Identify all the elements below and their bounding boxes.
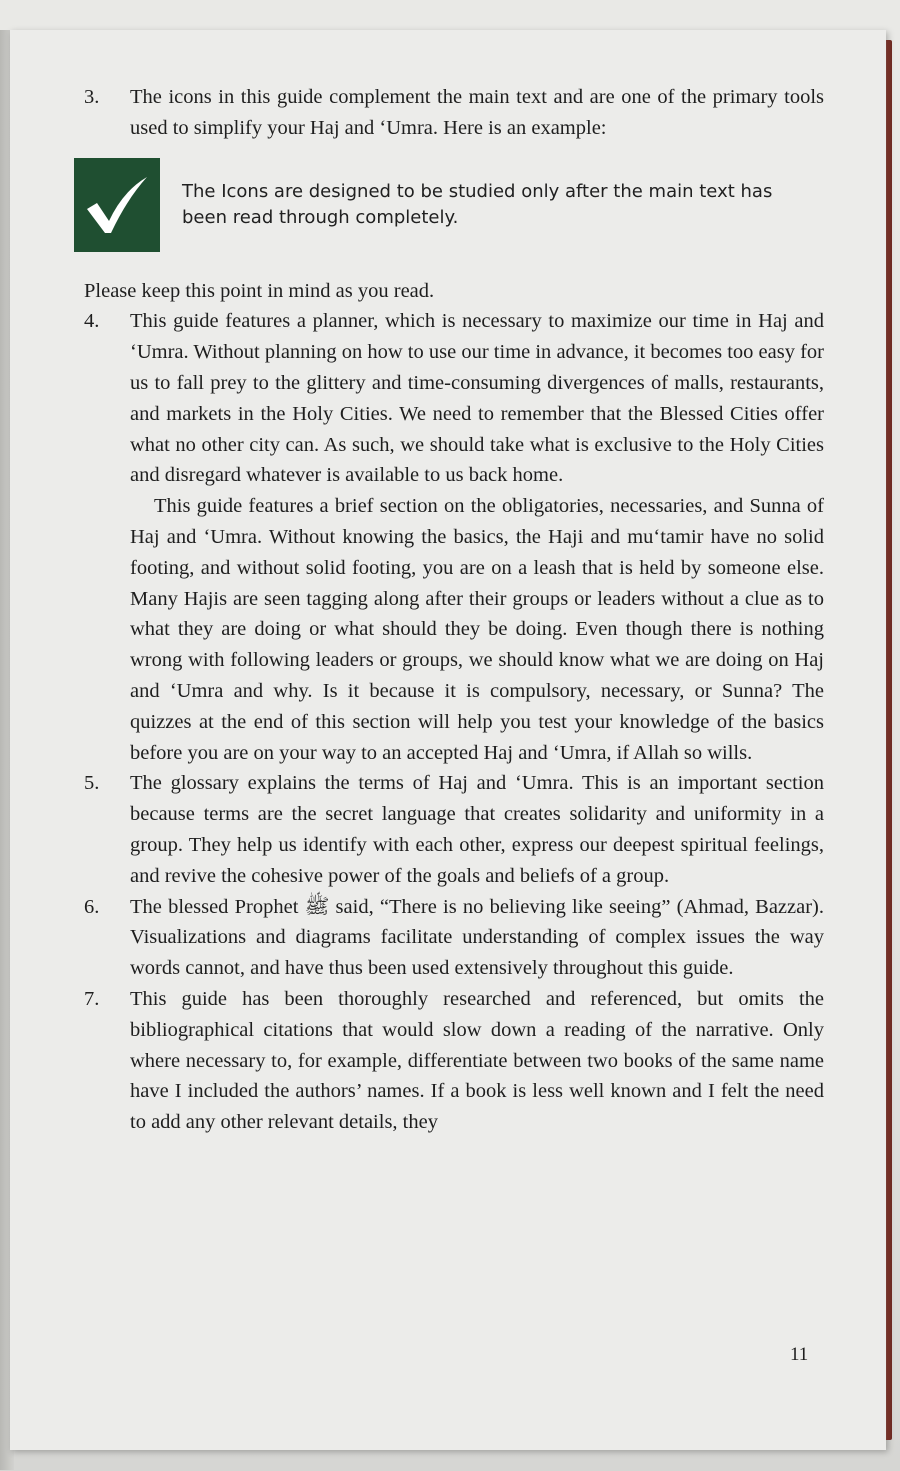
item-paragraph: This guide features a brief section on the obligatories, necessaries, and Sunna of Haj and ‘Umra. Without knowing the basics, the Haji and mu‘tamir have no solid footing, and without solid footing, you are on a leash that is held by someone else. Many Hajis are seen tagging along after their groups or leaders without a clue as to what they are doing or what should they be doing. Even though there is nothing wrong with following leaders or groups, we should know what we are doing on Haj and ‘Umra and why. Is it because it is compulsory, necessary, or Sunna? The quizzes at the end of this section will help you test your knowledge of the basics before you are on your way to an accepted Haj and ‘Umra, if Allah so wills. [130, 495, 824, 764]
list-item-4 [84, 306, 824, 768]
item-number: 4. [84, 310, 100, 333]
page-number: 11 [790, 1344, 809, 1365]
callout-text: The Icons are designed to be studied only after the main text has been read through completely. [182, 180, 773, 228]
item-paragraph: The icons in this guide complement the main text and are one of the primary tools used to simplify your Haj and ‘Umra. Here is an example: [130, 86, 824, 139]
list-item-5 [84, 768, 824, 891]
item-paragraph: The glossary explains the terms of Haj and ‘Umra. This is an important section because terms are the secret language that creates solidarity and uniformity in a group. They help us identify with each other, express our deepest spiritual feelings, and revive the cohesive power of the goals and beliefs of a group. [130, 772, 824, 887]
item-paragraph: This guide features a planner, which is necessary to maximize our time in Haj and ‘Umra. Without planning on how to use our time in advance, it becomes too easy for us to fall prey to the glittery and time-consuming divergences of malls, restaurants, and markets in the Holy Cities. We need to remember that the Blessed Cities offer what no other city can. As such, we should take what is exclusive to the Holy Cities and disregard whatever is available to us back home. [130, 310, 824, 487]
list-item-7 [84, 984, 824, 1138]
list-item-3 [84, 82, 824, 144]
item-number: 7. [84, 987, 100, 1010]
icon-callout [74, 158, 824, 252]
list-item-6 [84, 892, 824, 984]
item-number: 5. [84, 772, 100, 795]
page-content [84, 82, 824, 1138]
reading-note: Please keep this point in mind as you read. [84, 279, 435, 302]
item-number: 6. [84, 895, 100, 918]
checkmark-glyph [83, 173, 151, 237]
item-number: 3. [84, 86, 100, 108]
item-paragraph: This guide has been thoroughly researched and referenced, but omits the bibliographical citations that would slow down a reading of the narrative. Only where necessary to, for example, differentiate between two books of the same name have I included the authors’ names. If a book is less well known and I felt the need to add any other relevant details, they [130, 987, 824, 1134]
item-paragraph: The blessed Prophet ﷺ said, “There is no believing like seeing” (Ahmad, Bazzar). Visualizations and diagrams facilitate understanding of complex issues the way words cannot, and have thus been used extensively throughout this guide. [130, 895, 824, 980]
checkmark-icon [74, 158, 160, 252]
